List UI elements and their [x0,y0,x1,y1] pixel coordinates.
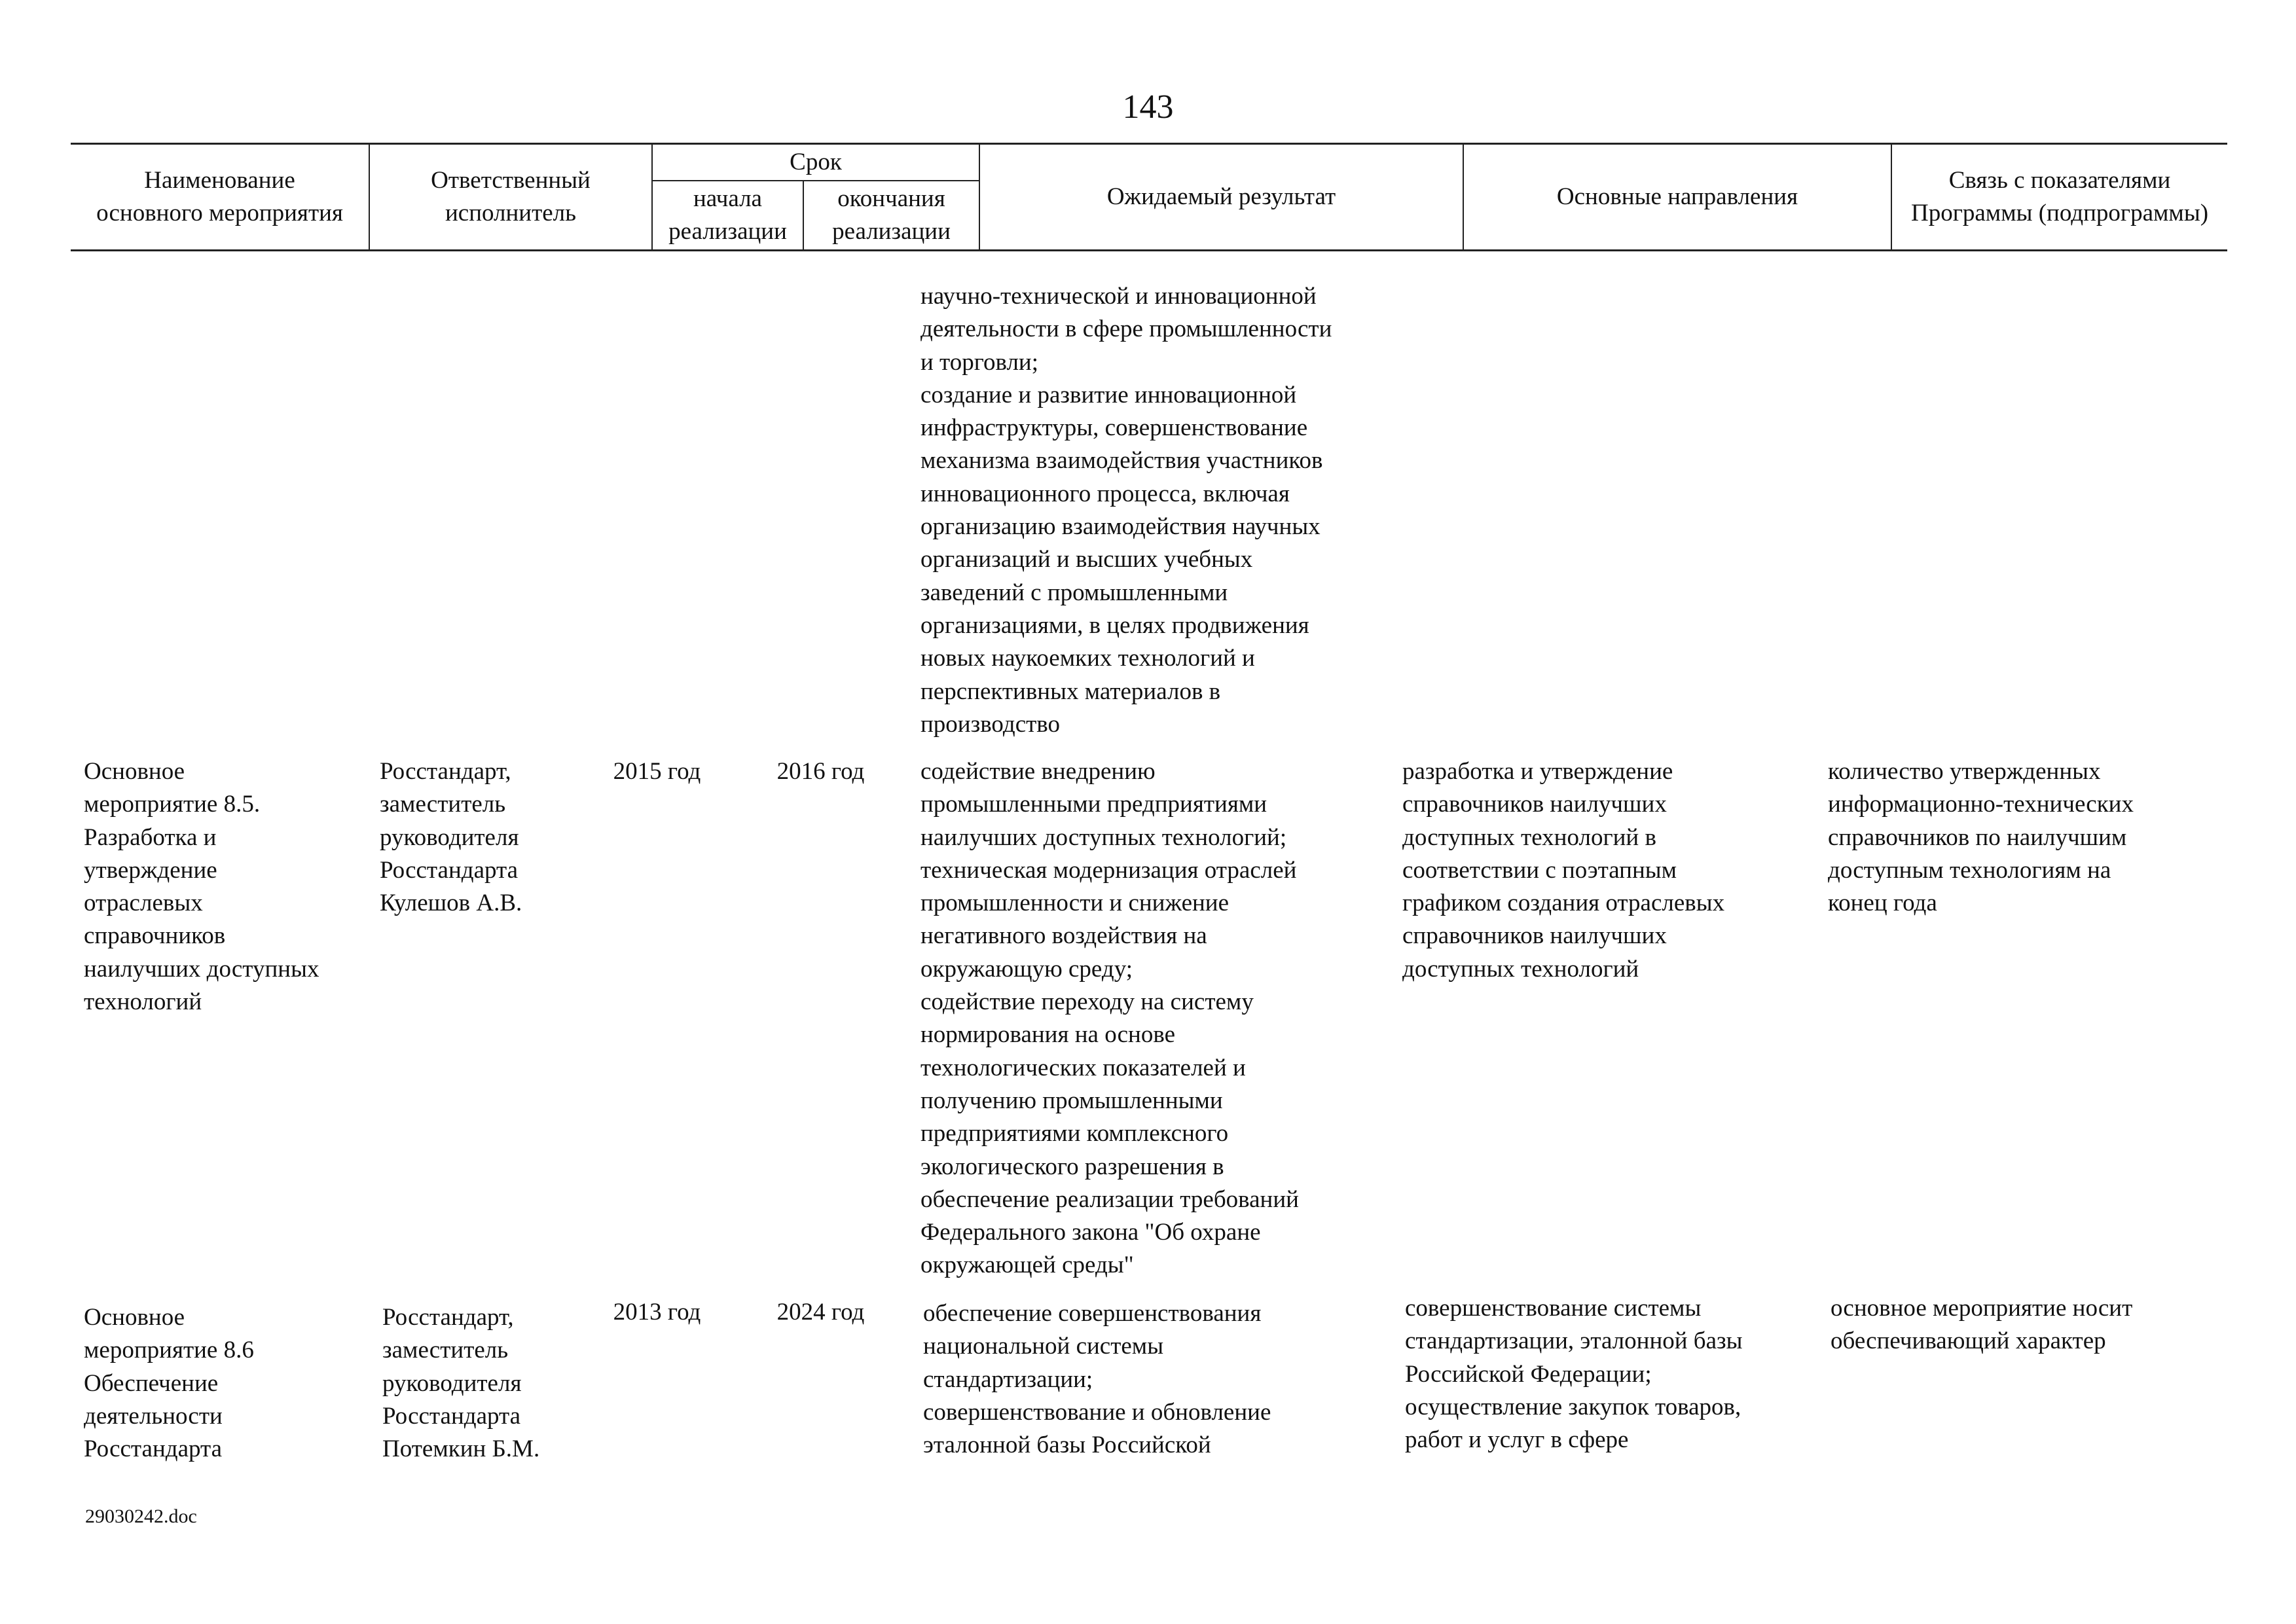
header-link: Связь с показателями Программы (подпрограммы) [1910,167,2209,226]
row-8-5-executor: Росстандарт, заместитель руководителя Росстандарта Кулешов А.В. [380,758,522,917]
row-8-5-start: 2015 год [613,758,701,785]
header-directions: Основные направления [1556,183,1798,210]
row-8-6-name: Основное мероприятие 8.6 Обеспечение деятельности Росстандарта [84,1304,254,1463]
header-start: начала реализации [668,185,787,245]
header-executor: Ответственный исполнитель [431,167,591,226]
row-8-5-result: содействие внедрению промышленными предприятиями наилучших доступных технологий; техническая модернизация отраслей промышленности и снижение негативного воздействия на окружающую среду; содействие переходу на систему нормирования на основе технологических показателей и получению промышленными предприятиями комплексного экологического разрешения в обеспечение реализации требований Федерального закона "Об охране окружающей среды" [920,758,1299,1279]
row-8-5-directions: разработка и утверждение справочников наилучших доступных технологий в соответствии с поэтапным графиком создания отраслевых справочников наилучших доступных технологий [1402,758,1725,983]
row-8-6-start: 2013 год [613,1299,701,1326]
row-8-6-result: обеспечение совершенствования национальной системы стандартизации; совершенствование и обновление эталонной базы Российской [923,1300,1271,1459]
continuation-result: научно-технической и инновационной деятельности в сфере промышленности и торговли; создание и развитие инновационной инфраструктуры, совершенствование механизма взаимодействия участников инновационного процесса, включая организацию взаимодействия научных организаций и высших учебных заведений с промышленными организациями, в целях продвижения новых наукоемких технологий и перспективных материалов в производство [920,283,1332,738]
header-end: окончания реализации [832,185,951,245]
table-header [71,143,2227,251]
page-number: 143 [1122,88,1174,126]
header-name: Наименование основного мероприятия [96,167,343,226]
footer-filename: 29030242.doc [85,1506,197,1527]
row-8-5-end: 2016 год [776,758,865,785]
row-8-6-end: 2024 год [776,1299,865,1326]
header-term: Срок [790,149,842,175]
row-8-5-link: количество утвержденных информационно-технических справочников по наилучшим доступным технологиям на конец года [1828,758,2134,917]
row-8-5-name: Основное мероприятие 8.5. Разработка и утверждение отраслевых справочников наилучших доступных технологий [84,758,319,1016]
row-8-6-link: основное мероприятие носит обеспечивающий характер [1831,1295,2133,1355]
header-result: Ожидаемый результат [1106,183,1336,210]
row-8-6-executor: Росстандарт, заместитель руководителя Росстандарта Потемкин Б.М. [382,1304,540,1463]
row-8-6-directions: совершенствование системы стандартизации, эталонной базы Российской Федерации; осуществление закупок товаров, работ и услуг в сфере [1405,1295,1743,1454]
